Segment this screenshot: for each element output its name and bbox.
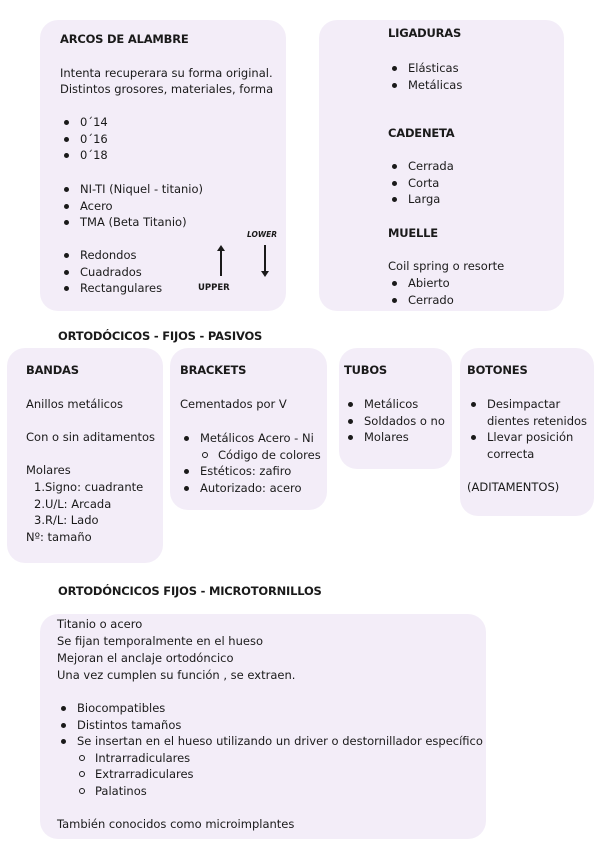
list-item: Distintos tamaños bbox=[57, 717, 483, 734]
micro-line-1: Titanio o acero bbox=[57, 617, 143, 631]
bandas-line-4: Nº: tamaño bbox=[26, 530, 92, 544]
list-item: TMA (Beta Titanio) bbox=[60, 214, 203, 231]
bandas-title: BANDAS bbox=[26, 363, 79, 377]
bandas-line-1: Anillos metálicos bbox=[26, 397, 123, 411]
ligaduras-list bbox=[388, 60, 462, 93]
list-item: Llevar posición correcta bbox=[467, 429, 591, 462]
arcos-sizes-list bbox=[60, 114, 108, 164]
arrow-down-icon bbox=[264, 245, 266, 273]
list-item: Corta bbox=[388, 175, 454, 192]
list-item: Autorizado: acero bbox=[180, 480, 321, 497]
list-item: 0´16 bbox=[60, 131, 108, 148]
arcos-desc-2: Distintos grosores, materiales, forma bbox=[60, 82, 274, 96]
list-item: Desimpactar dientes retenidos bbox=[467, 396, 591, 429]
arcos-title: ARCOS DE ALAMBRE bbox=[60, 32, 189, 46]
micro-footer: También conocidos como microimplantes bbox=[57, 817, 295, 831]
list-item: Larga bbox=[388, 191, 454, 208]
list-subitem: Código de colores bbox=[180, 447, 321, 464]
botones-title: BOTONES bbox=[467, 363, 528, 377]
list-subitem: Palatinos bbox=[57, 783, 483, 800]
list-item: Redondos bbox=[60, 247, 162, 264]
list-item: Metálicas bbox=[388, 77, 462, 94]
list-item: Cerrado bbox=[388, 292, 454, 309]
bandas-line-3: Molares bbox=[26, 463, 71, 477]
ligaduras-title: LIGADURAS bbox=[388, 26, 462, 40]
muelle-desc: Coil spring o resorte bbox=[388, 259, 505, 273]
arcos-shapes-list bbox=[60, 247, 162, 297]
list-item: Biocompatibles bbox=[57, 700, 483, 717]
list-item: Rectangulares bbox=[60, 280, 162, 297]
list-item: Molares bbox=[344, 429, 445, 446]
arcos-materials-list bbox=[60, 181, 203, 231]
arcos-desc-1: Intenta recuperara su forma original. bbox=[60, 66, 273, 80]
tubos-list bbox=[344, 396, 445, 446]
section-micro-heading: ORTODÓNCICOS FIJOS - MICROTORNILLOS bbox=[58, 584, 322, 598]
list-item: 0´18 bbox=[60, 147, 108, 164]
list-item: Acero bbox=[60, 198, 203, 215]
micro-line-2: Se fijan temporalmente en el hueso bbox=[57, 634, 263, 648]
list-item: Se insertan en el hueso utilizando un driver o destornillador específico bbox=[57, 733, 483, 750]
list-item: Abierto bbox=[388, 275, 454, 292]
list-subitem: Extrarradiculares bbox=[57, 766, 483, 783]
list-item: Cerrada bbox=[388, 158, 454, 175]
list-item: 1.Signo: cuadrante bbox=[34, 480, 144, 494]
brackets-title: BRACKETS bbox=[180, 363, 247, 377]
list-item: 2.U/L: Arcada bbox=[34, 496, 112, 511]
brackets-desc: Cementados por V bbox=[180, 397, 287, 411]
list-item: Elásticas bbox=[388, 60, 462, 77]
section-pasivos-heading: ORTODÓCICOS - FIJOS - PASIVOS bbox=[58, 329, 263, 343]
brackets-list bbox=[180, 430, 321, 496]
arrow-up-icon bbox=[220, 249, 222, 276]
micro-line-4: Una vez cumplen su función , se extraen. bbox=[57, 668, 296, 682]
list-item: NI-TI (Niquel - titanio) bbox=[60, 181, 203, 198]
botones-list bbox=[467, 396, 591, 462]
micro-list bbox=[57, 700, 483, 800]
upper-label: UPPER bbox=[198, 283, 230, 293]
muelle-list bbox=[388, 275, 454, 308]
list-item: Soldados o no bbox=[344, 413, 445, 430]
list-item: 3.R/L: Lado bbox=[34, 513, 99, 528]
list-item: Metálicos Acero - Ni bbox=[180, 430, 321, 447]
botones-footer: (ADITAMENTOS) bbox=[467, 480, 560, 494]
list-item: 0´14 bbox=[60, 114, 108, 131]
micro-line-3: Mejoran el anclaje ortodóncico bbox=[57, 651, 234, 665]
list-item: Estéticos: zafiro bbox=[180, 463, 321, 480]
bandas-numbered-list bbox=[26, 479, 143, 529]
list-item: Cuadrados bbox=[60, 264, 162, 281]
muelle-title: MUELLE bbox=[388, 226, 438, 240]
lower-label: LOWER bbox=[247, 230, 278, 239]
bandas-line-2: Con o sin aditamentos bbox=[26, 430, 156, 444]
list-subitem: Intrarradiculares bbox=[57, 750, 483, 767]
tubos-title: TUBOS bbox=[344, 363, 388, 377]
cadeneta-list bbox=[388, 158, 454, 208]
list-item: Metálicos bbox=[344, 396, 445, 413]
cadeneta-title: CADENETA bbox=[388, 126, 455, 140]
